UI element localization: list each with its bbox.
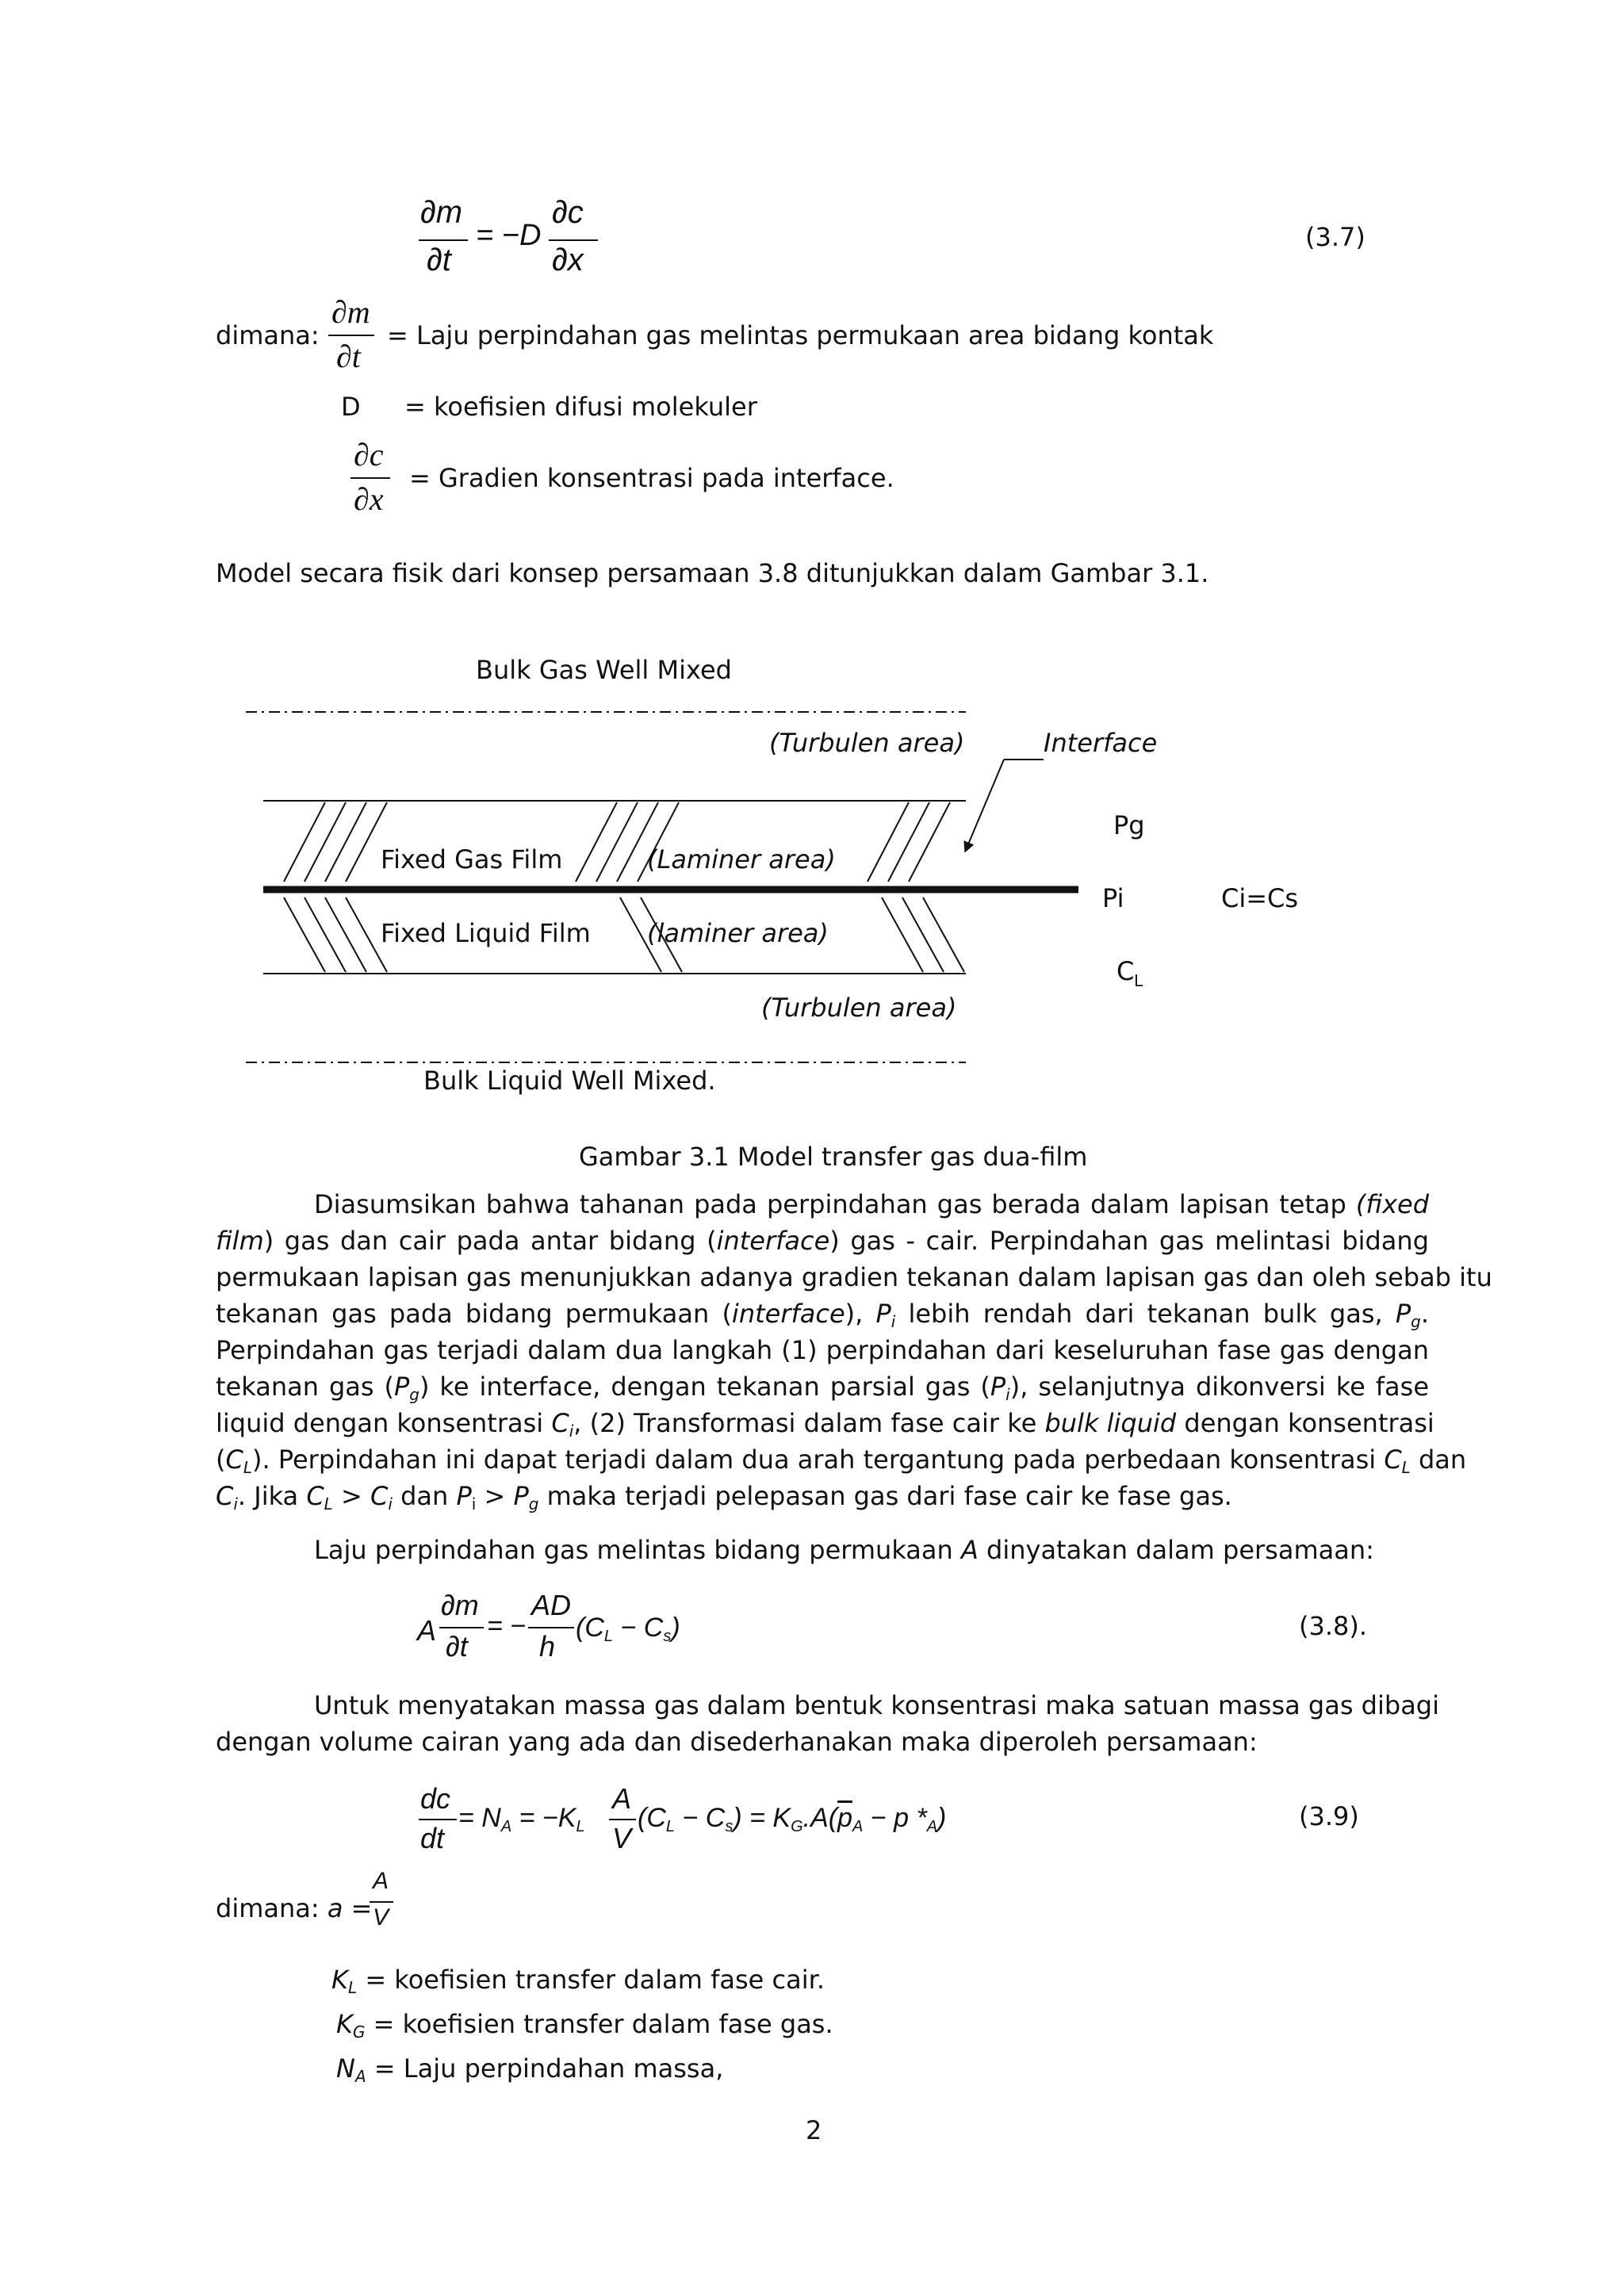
eq38-number: (3.8). bbox=[1299, 1611, 1368, 1641]
dc-definition: = Gradien konsentrasi pada interface. bbox=[409, 463, 894, 493]
eq39-den1: dt bbox=[420, 1822, 445, 1854]
d-definition: = koefisien difusi molekuler bbox=[404, 392, 757, 422]
eq38-den1: ∂t bbox=[446, 1630, 468, 1663]
eq38-fraction-bar-2 bbox=[528, 1627, 574, 1628]
eq38-equals: = − bbox=[487, 1611, 527, 1641]
na-definition: $N_A$ = Laju perpindahan massa, bbox=[336, 2053, 724, 2086]
eq39-num2: A bbox=[612, 1782, 632, 1815]
d-symbol: D bbox=[341, 392, 361, 422]
cl-label: C bbox=[1116, 956, 1135, 986]
eq38-paren-expression: $(C_L - C_s)$ bbox=[576, 1613, 680, 1645]
bulk-gas-label: Bulk Gas Well Mixed bbox=[476, 655, 732, 685]
dm-numerator: ∂m bbox=[331, 294, 370, 330]
a-fraction-den: V bbox=[373, 1904, 389, 1931]
dc-denominator: ∂x bbox=[354, 481, 384, 517]
turbulen-top-label: (Turbulen area) bbox=[769, 728, 965, 758]
eq39-den2: V bbox=[612, 1822, 632, 1854]
eq39-fraction-bar-1 bbox=[419, 1819, 457, 1820]
eq39-left-expression: = $N_A = -K_L$ bbox=[458, 1803, 585, 1835]
ci-cs-label: Ci=Cs bbox=[1221, 883, 1299, 913]
page-number: 2 bbox=[806, 2115, 822, 2145]
eq38-fraction-bar-1 bbox=[439, 1627, 484, 1628]
paragraph-2: Laju perpindahan gas melintas bidang permukaan A dinyatakan dalam persamaan: bbox=[314, 1535, 1374, 1565]
eq37-num-right: ∂c bbox=[552, 195, 584, 230]
dm-definition: = Laju perpindahan gas melintas permukaan area bidang kontak bbox=[387, 320, 1214, 350]
eq37-number: (3.7) bbox=[1305, 222, 1365, 252]
interface-arrow bbox=[966, 760, 1004, 850]
laminer-top-label: (Laminer area) bbox=[647, 844, 836, 874]
laminer-bottom-label: (laminer area) bbox=[647, 918, 829, 948]
interface-label: Interface bbox=[1044, 728, 1158, 758]
eq38-num1: ∂m bbox=[441, 1589, 479, 1621]
eq39-num1: dc bbox=[420, 1782, 451, 1815]
two-film-diagram bbox=[0, 0, 1624, 1110]
eq37-equals: = −D bbox=[476, 219, 542, 252]
model-sentence: Model secara fisik dari konsep persamaan 3.8 ditunjukkan dalam Gambar 3.1. bbox=[216, 558, 1209, 588]
eq37-den-left: ∂t bbox=[427, 243, 451, 277]
dm-denominator: ∂t bbox=[336, 339, 361, 374]
kl-definition: $K_L$ = koefisien transfer dalam fase cair. bbox=[331, 1965, 825, 1997]
eq39-number: (3.9) bbox=[1299, 1801, 1359, 1831]
bulk-liquid-label: Bulk Liquid Well Mixed. bbox=[423, 1066, 716, 1096]
dimana-a-label: dimana: a = bbox=[216, 1893, 373, 1923]
a-fraction-bar bbox=[370, 1901, 393, 1903]
eq38-a: A bbox=[417, 1614, 437, 1647]
cl-label-subscript: L bbox=[1134, 971, 1143, 990]
eq39-fraction-bar-2 bbox=[609, 1819, 636, 1820]
eq38-den2: h bbox=[539, 1630, 556, 1663]
eq37-num-left: ∂m bbox=[420, 195, 463, 230]
a-fraction-num: A bbox=[373, 1868, 389, 1894]
liquid-film-label: Fixed Liquid Film bbox=[381, 918, 591, 948]
dimana-label: dimana: bbox=[216, 320, 320, 350]
dc-numerator: ∂c bbox=[354, 437, 384, 473]
turbulen-bottom-label: (Turbulen area) bbox=[761, 993, 957, 1023]
paragraph-1: Diasumsikan bahwa tahanan pada perpindahan gas berada dalam lapisan tetap (fixed film) gas dan cair pada antar bidang (interface) gas - cair. Perpindahan gas melintasi bidang permukaan lapisan gas menunjukkan adanya gradien tekanan dalam lapisan gas dan oleh sebab itu tekanan gas pada bidang permukaan (interface), $P_i$ lebih rendah dari tekanan bulk gas, $P_g$. Perpindahan gas terjadi dalam dua langkah (1) perpindahan dari keseluruhan fase gas dengan tekanan gas $(P_g)$ ke interface, dengan tekanan parsial gas $(P_i)$, selanjutnya dikonversi ke fase liquid dengan konsentrasi $C_i$, (2) Transformasi dalam fase cair ke bulk liquid dengan konsentrasi $(C_L)$. Perpindahan ini dapat terjadi dalam dua arah tergantung pada perbedaan konsentrasi $C_L$ dan $C_i$. Jika $C_L > C_i$ dan $P_i > P_g$ maka terjadi pelepasan gas dari fase cair ke fase gas. bbox=[216, 1189, 1492, 1513]
eq37-den-right: ∂x bbox=[552, 243, 584, 277]
gas-film-label: Fixed Gas Film bbox=[381, 844, 563, 874]
figure-caption: Gambar 3.1 Model transfer gas dua-film bbox=[579, 1142, 1088, 1172]
kg-definition: $K_G$ = koefisien transfer dalam fase gas. bbox=[336, 2009, 833, 2042]
pi-label: Pi bbox=[1102, 883, 1124, 913]
pg-label: Pg bbox=[1113, 810, 1145, 840]
paragraph-3: Untuk menyatakan massa gas dalam bentuk konsentrasi maka satuan massa gas dibagi dengan volume cairan yang ada dan disederhanakan maka diperoleh persamaan: bbox=[216, 1690, 1439, 1757]
eq38-num2: AD bbox=[531, 1589, 572, 1621]
eq39-right-expression: $(C_L - C_s) = K_G.A(\overline{p}_A - p$ $*_A$) bbox=[638, 1803, 947, 1835]
